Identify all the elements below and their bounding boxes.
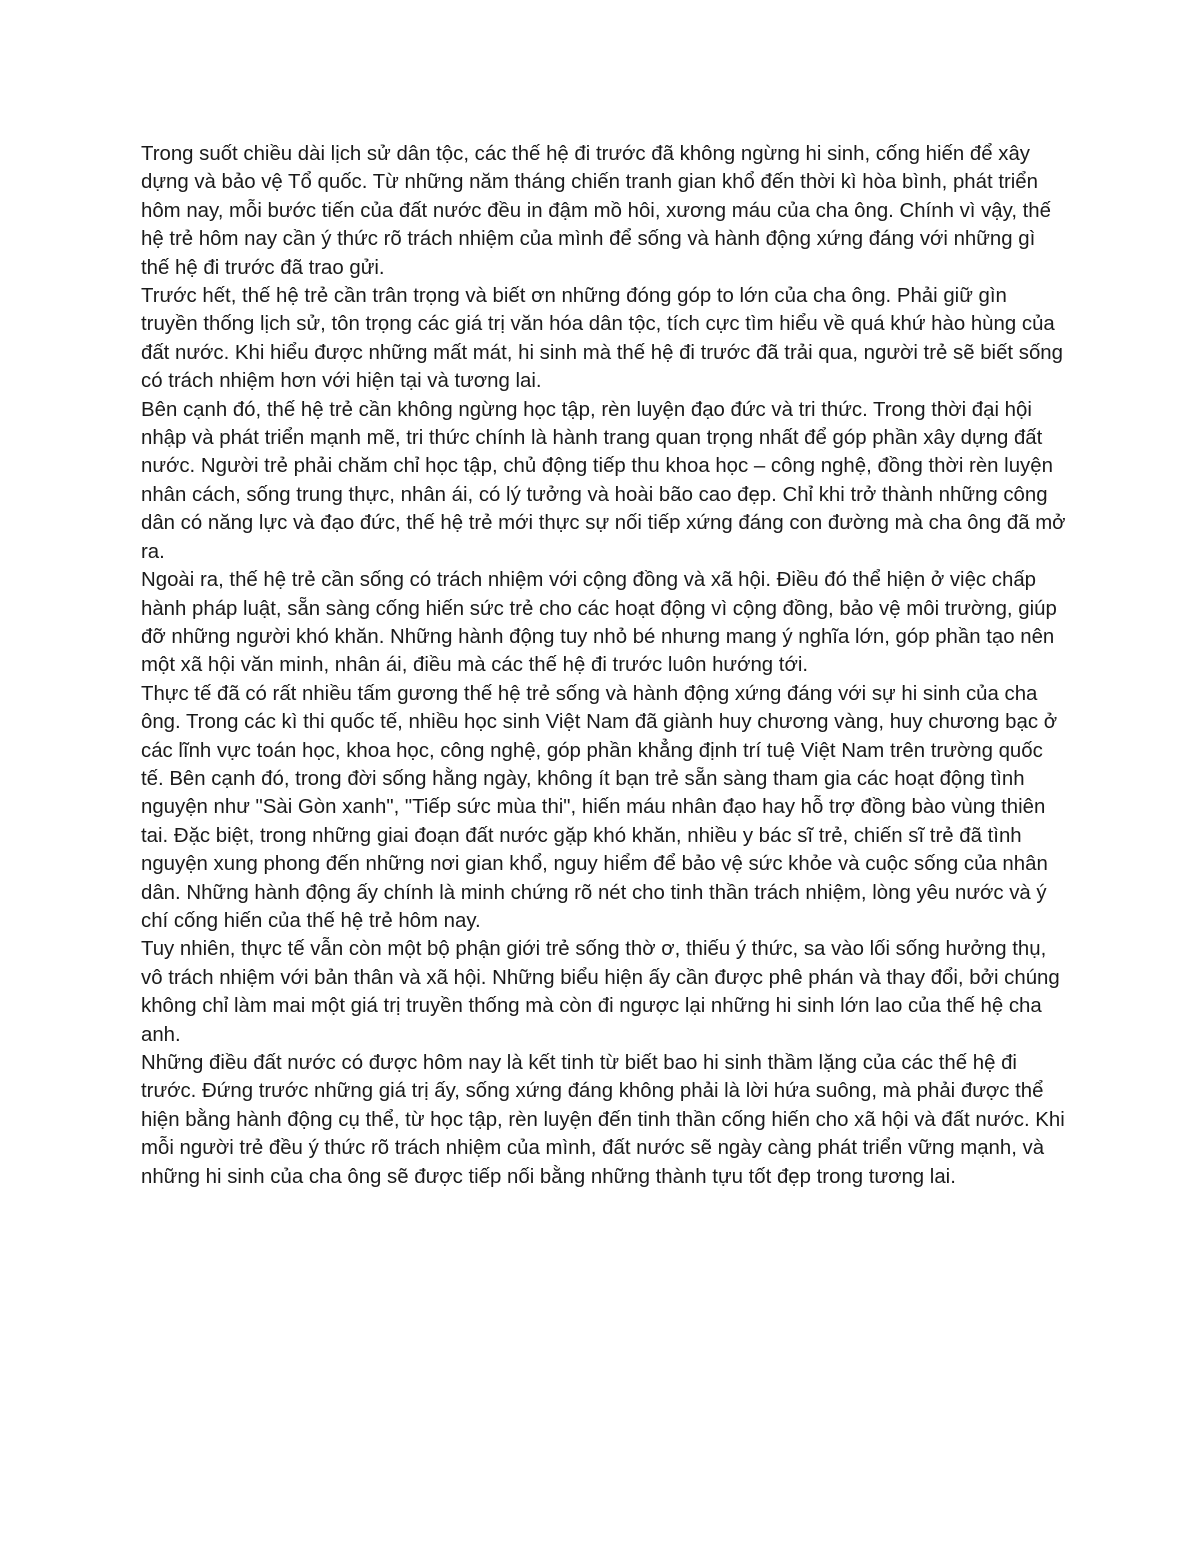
paragraph-7: Những điều đất nước có được hôm nay là kết tinh từ biết bao hi sinh thầm lặng của các thế hệ đi trước. Đứng trước những giá trị ấy, sống xứng đáng không phải là lời hứa suông, mà phải được thể hiện bằng hành động cụ thể, từ học tập, rèn luyện đến tinh thần cống hiến cho xã hội và đất nước. Khi mỗi người trẻ đều ý thức rõ trách nhiệm của mình, đất nước sẽ ngày càng phát triển vững mạnh, và những hi sinh của cha ông sẽ được tiếp nối bằng những thành tựu tốt đẹp trong tương lai. [141, 1052, 1065, 1188]
paragraph-2: Trước hết, thế hệ trẻ cần trân trọng và biết ơn những đóng góp to lớn của cha ông. Phải giữ gìn truyền thống lịch sử, tôn trọng các giá trị văn hóa dân tộc, tích cực tìm hiểu về quá khứ hào hùng của đất nước. Khi hiểu được những mất mát, hi sinh mà thế hệ đi trước đã trải qua, người trẻ sẽ biết sống có trách nhiệm hơn với hiện tại và tương lai. [141, 285, 1063, 393]
document-body [141, 140, 1066, 1191]
paragraph-4: Ngoài ra, thế hệ trẻ cần sống có trách nhiệm với cộng đồng và xã hội. Điều đó thể hiện ở việc chấp hành pháp luật, sẵn sàng cống hiến sức trẻ cho các hoạt động vì cộng đồng, bảo vệ môi trường, giúp đỡ những người khó khăn. Những hành động tuy nhỏ bé nhưng mang ý nghĩa lớn, góp phần tạo nên một xã hội văn minh, nhân ái, điều mà các thế hệ đi trước luôn hướng tới. [141, 569, 1057, 677]
paragraph-6: Tuy nhiên, thực tế vẫn còn một bộ phận giới trẻ sống thờ ơ, thiếu ý thức, sa vào lối sống hưởng thụ, vô trách nhiệm với bản thân và xã hội. Những biểu hiện ấy cần được phê phán và thay đổi, bởi chúng không chỉ làm mai một giá trị truyền thống mà còn đi ngược lại những hi sinh lớn lao của thế hệ cha anh. [141, 938, 1060, 1046]
paragraph-1: Trong suốt chiều dài lịch sử dân tộc, các thế hệ đi trước đã không ngừng hi sinh, cống hiến để xây dựng và bảo vệ Tổ quốc. Từ những năm tháng chiến tranh gian khổ đến thời kì hòa bình, phát triển hôm nay, mỗi bước tiến của đất nước đều in đậm mồ hôi, xương máu của cha ông. Chính vì vậy, thế hệ trẻ hôm nay cần ý thức rõ trách nhiệm của mình để sống và hành động xứng đáng với những gì thế hệ đi trước đã trao gửi. [141, 143, 1051, 279]
paragraph-3: Bên cạnh đó, thế hệ trẻ cần không ngừng học tập, rèn luyện đạo đức và tri thức. Trong thời đại hội nhập và phát triển mạnh mẽ, tri thức chính là hành trang quan trọng nhất để góp phần xây dựng đất nước. Người trẻ phải chăm chỉ học tập, chủ động tiếp thu khoa học – công nghệ, đồng thời rèn luyện nhân cách, sống trung thực, nhân ái, có lý tưởng và hoài bão cao đẹp. Chỉ khi trở thành những công dân có năng lực và đạo đức, thế hệ trẻ mới thực sự nối tiếp xứng đáng con đường mà cha ông đã mở ra. [141, 398, 1066, 563]
paragraph-5: Thực tế đã có rất nhiều tấm gương thế hệ trẻ sống và hành động xứng đáng với sự hi sinh của cha ông. Trong các kì thi quốc tế, nhiều học sinh Việt Nam đã giành huy chương vàng, huy chương bạc ở các lĩnh vực toán học, khoa học, công nghệ, góp phần khẳng định trí tuệ Việt Nam trên trường quốc tế. Bên cạnh đó, trong đời sống hằng ngày, không ít bạn trẻ sẵn sàng tham gia các hoạt động tình nguyện như "Sài Gòn xanh", "Tiếp sức mùa thi", hiến máu nhân đạo hay hỗ trợ đồng bào vùng thiên tai. Đặc biệt, trong những giai đoạn đất nước gặp khó khăn, nhiều y bác sĩ trẻ, chiến sĩ trẻ đã tình nguyện xung phong đến những nơi gian khổ, nguy hiểm để bảo vệ sức khỏe và cuộc sống của nhân dân. Những hành động ấy chính là minh chứng rõ nét cho tinh thần trách nhiệm, lòng yêu nước và ý chí cống hiến của thế hệ trẻ hôm nay. [141, 682, 1058, 932]
